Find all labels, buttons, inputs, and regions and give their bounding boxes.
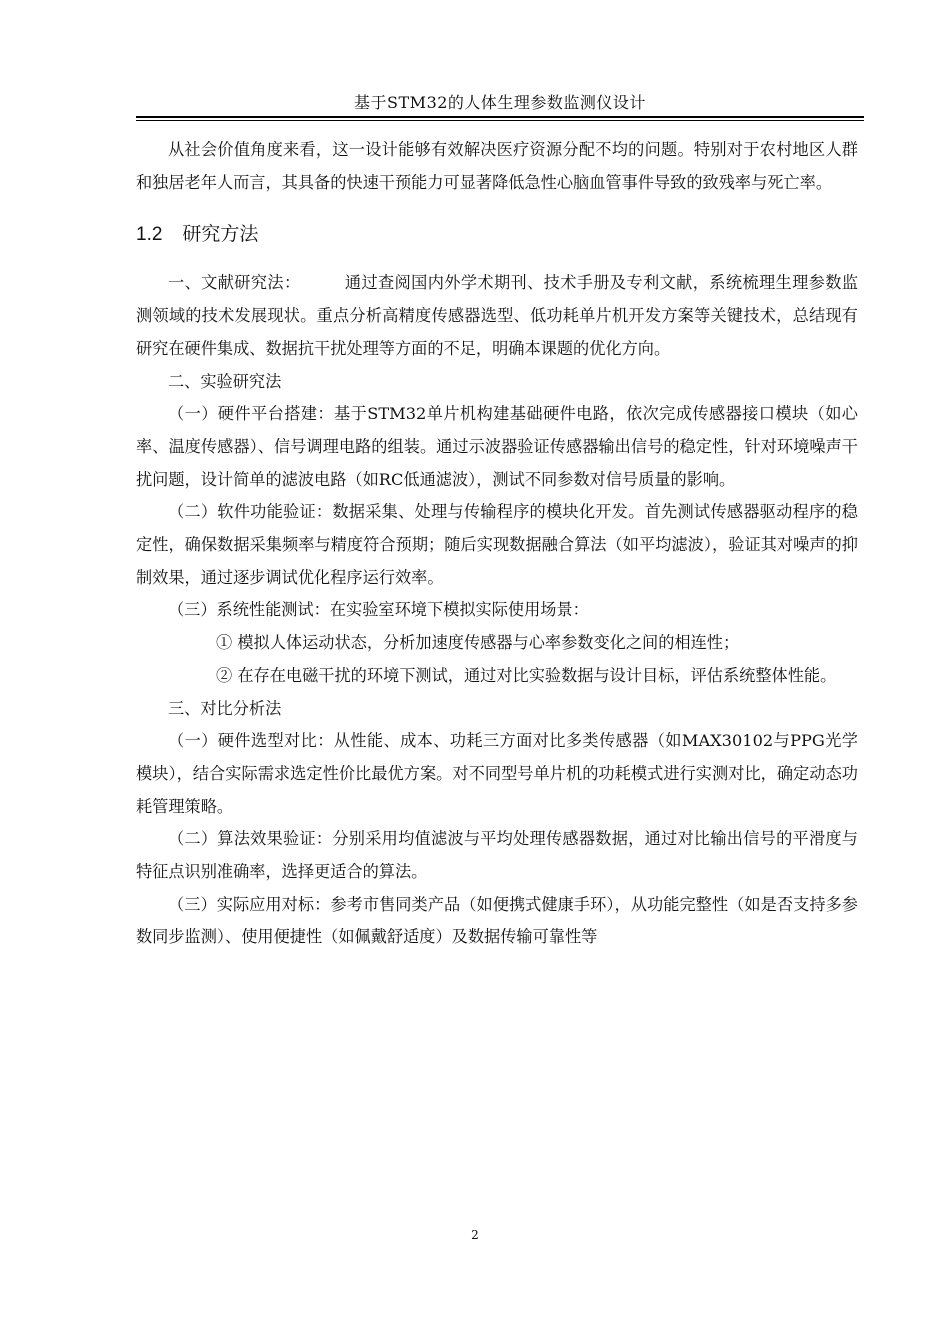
paragraph-experiment-title: 二、实验研究法 <box>168 371 282 391</box>
paragraph-social-value: 从社会价值角度来看，这一设计能够有效解决医疗资源分配不均的问题。特别对于农村地区人群和独居老年人而言，其具备的快速干预能力可显著降低急性心脑血管事件导致的致残率与死亡率。 <box>136 140 858 192</box>
paragraph-experiment-software: （二）软件功能验证：数据采集、处理与传输程序的模块化开发。首先测试传感器驱动程序的稳定性，确保数据采集频率与精度符合预期；随后实现数据融合算法（如平均滤波），验证其对噪声的抑制效果，通过逐步调试优化程序运行效率。 <box>136 502 858 587</box>
paragraph-comparison-hardware: （一）硬件选型对比：从性能、成本、功耗三方面对比多类传感器（如MAX30102与PPG光学模块），结合实际需求选定性价比最优方案。对不同型号单片机的功耗模式进行实测对比，确定动态功耗管理策略。 <box>136 731 858 816</box>
section-title: 研究方法 <box>182 224 259 246</box>
paragraph-comparison-algorithm: （二）算法效果验证：分别采用均值滤波与平均处理传感器数据，通过对比输出信号的平滑度与特征点识别准确率，选择更适合的算法。 <box>136 829 858 882</box>
paragraph-comparison-title: 三、对比分析法 <box>168 698 282 718</box>
paragraph-experiment-hardware: （一）硬件平台搭建：基于STM32单片机构建基础硬件电路，依次完成传感器接口模块（如心率、温度传感器）、信号调理电路的组装。通过示波器验证传感器输出信号的稳定性，针对环境噪声干扰问题，设计简单的滤波电路（如RC低通滤波），测试不同参数对信号质量的影响。 <box>136 404 858 489</box>
header-rule-thin <box>136 120 864 121</box>
page-number: 2 <box>471 1228 479 1242</box>
list-item-interference: ② 在存在电磁干扰的环境下测试，通过对比实验数据与设计目标，评估系统整体性能。 <box>216 665 837 685</box>
header-rule-thick <box>136 116 864 118</box>
running-header: 基于STM32的人体生理参数监测仪设计 <box>354 93 646 112</box>
section-heading <box>136 219 858 251</box>
paragraph-comparison-benchmark: （三）实际应用对标：参考市售同类产品（如便携式健康手环），从功能完整性（如是否支持多参数同步监测）、使用便捷性（如佩戴舒适度）及数据传输可靠性等 <box>136 894 858 947</box>
literature-label: 一、文献研究法： <box>168 273 301 293</box>
literature-text: 通过查阅国内外学术期刊、技术手册及专利文献，系统梳理生理参数监测领域的技术发展现状。重点分析高精度传感器选型、低功耗单片机开发方案等关键技术，总结现有研究在硬件集成、数据抗干扰处理等方面的不足，明确本课题的优化方向。 <box>136 273 859 358</box>
list-item-motion: ① 模拟人体运动状态，分析加速度传感器与心率参数变化之间的相连性； <box>216 633 740 653</box>
section-number: 1.2 <box>136 224 163 246</box>
paragraph-experiment-system: （三）系统性能测试：在实验室环境下模拟实际使用场景： <box>168 600 589 620</box>
paragraph-literature-method <box>136 267 858 365</box>
page-body <box>136 134 858 954</box>
